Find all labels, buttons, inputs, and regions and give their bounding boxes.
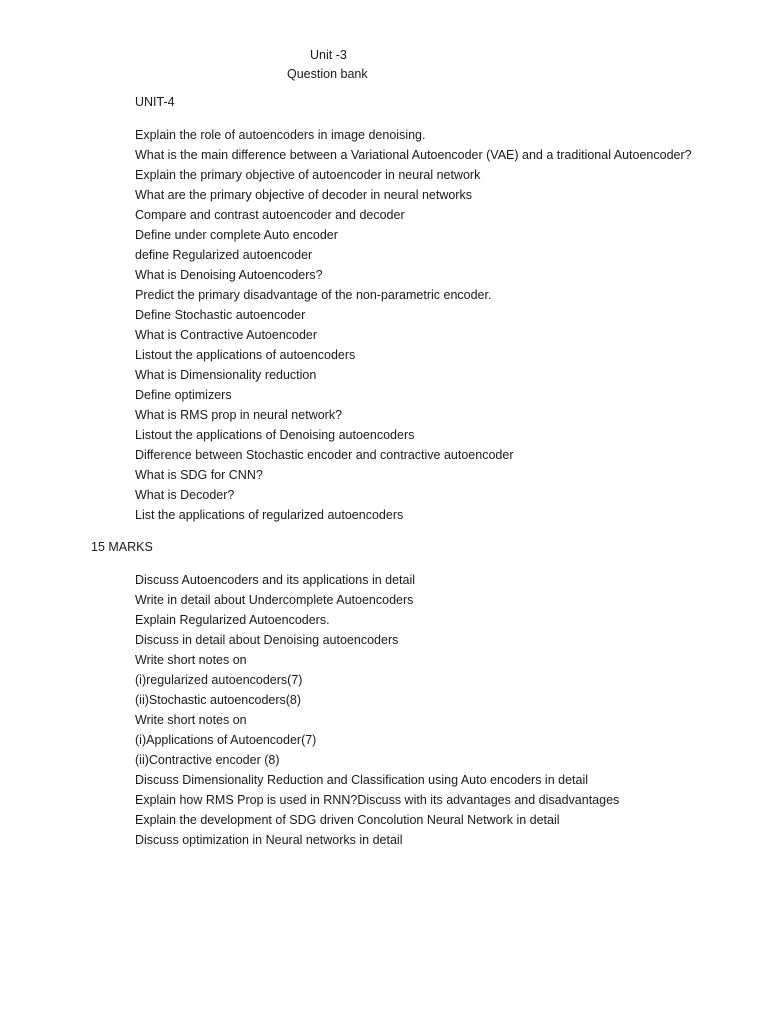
sub-question: (ii)Contractive encoder (8) bbox=[135, 753, 280, 767]
question-text: Discuss optimization in Neural networks in detail bbox=[135, 833, 403, 847]
question-text: Define optimizers bbox=[135, 388, 232, 402]
question-text: What is the main difference between a Variational Autoencoder (VAE) and a traditional Autoencoder? bbox=[135, 148, 692, 162]
question-text: Explain the role of autoencoders in image denoising. bbox=[135, 128, 426, 142]
question-text: define Regularized autoencoder bbox=[135, 248, 313, 262]
document-title: Unit -3 bbox=[310, 48, 347, 62]
question-text: Discuss in detail about Denoising autoencoders bbox=[135, 633, 399, 647]
question-text: Define under complete Auto encoder bbox=[135, 228, 338, 242]
question-text: Listout the applications of autoencoders bbox=[135, 348, 356, 362]
question-text: Explain the development of SDG driven Concolution Neural Network in detail bbox=[135, 813, 560, 827]
question-text: Write in detail about Undercomplete Autoencoders bbox=[135, 593, 414, 607]
section-heading-15-marks: 15 MARKS bbox=[91, 540, 153, 554]
sub-question: (i)regularized autoencoders(7) bbox=[135, 673, 303, 687]
question-text: What are the primary objective of decoder in neural networks bbox=[135, 188, 472, 202]
question-text: Discuss Autoencoders and its applications in detail bbox=[135, 573, 416, 587]
question-text: What is Decoder? bbox=[135, 488, 235, 502]
question-text: What is SDG for CNN? bbox=[135, 468, 263, 482]
question-text: Write short notes on bbox=[135, 713, 247, 727]
question-text: Explain the primary objective of autoencoder in neural network bbox=[135, 168, 481, 182]
unit-label: UNIT-4 bbox=[135, 95, 175, 109]
question-text: Define Stochastic autoencoder bbox=[135, 308, 306, 322]
document-subtitle: Question bank bbox=[287, 67, 368, 81]
question-text: What is RMS prop in neural network? bbox=[135, 408, 343, 422]
question-text: What is Denoising Autoencoders? bbox=[135, 268, 323, 282]
question-text: Write short notes on bbox=[135, 653, 247, 667]
question-text: Explain how RMS Prop is used in RNN?Discuss with its advantages and disadvantages bbox=[135, 793, 620, 807]
question-text: What is Dimensionality reduction bbox=[135, 368, 317, 382]
sub-question: (ii)Stochastic autoencoders(8) bbox=[135, 693, 302, 707]
question-text: Compare and contrast autoencoder and decoder bbox=[135, 208, 405, 222]
question-text: Predict the primary disadvantage of the non-parametric encoder. bbox=[135, 288, 492, 302]
question-text: Difference between Stochastic encoder and contractive autoencoder bbox=[135, 448, 514, 462]
question-text: Listout the applications of Denoising autoencoders bbox=[135, 428, 415, 442]
question-text: Discuss Dimensionality Reduction and Classification using Auto encoders in detail bbox=[135, 773, 589, 787]
question-text: Explain Regularized Autoencoders. bbox=[135, 613, 330, 627]
question-text: What is Contractive Autoencoder bbox=[135, 328, 318, 342]
sub-question: (i)Applications of Autoencoder(7) bbox=[135, 733, 317, 747]
question-text: List the applications of regularized autoencoders bbox=[135, 508, 404, 522]
